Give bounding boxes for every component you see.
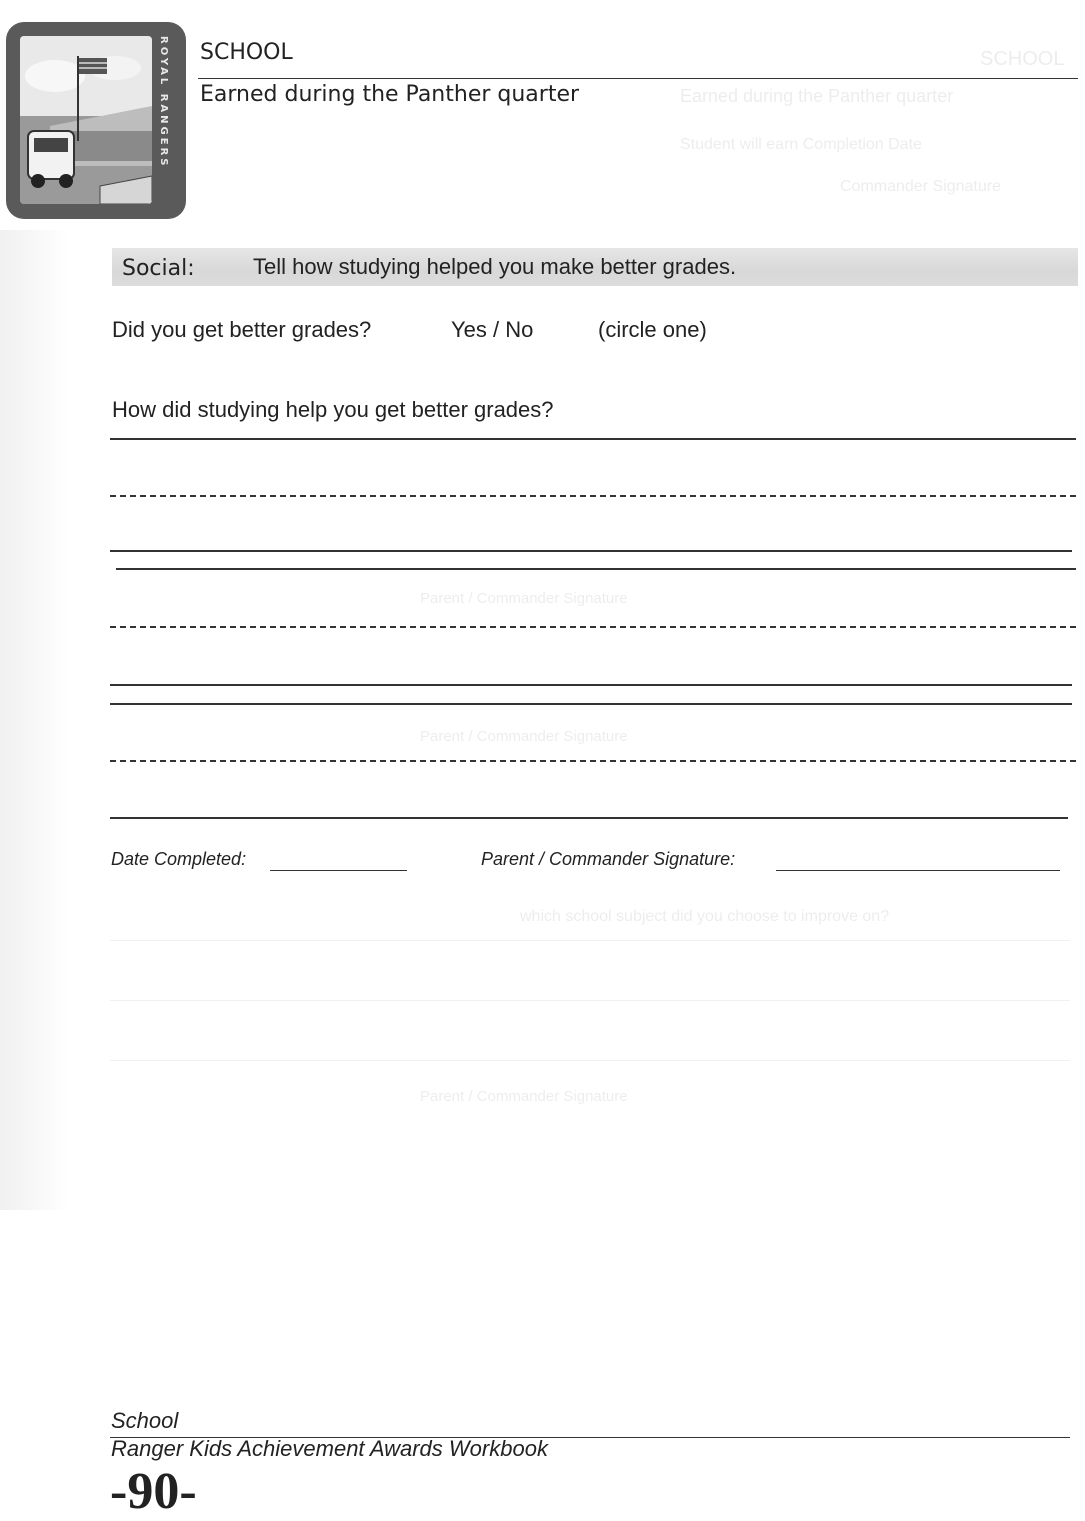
bleed-through-text: which school subject did you choose to improve on? bbox=[520, 908, 890, 925]
social-label: Social: bbox=[122, 256, 195, 281]
answer-line[interactable] bbox=[110, 703, 1072, 705]
footer-book-title: Ranger Kids Achievement Awards Workbook bbox=[111, 1436, 548, 1461]
answer-line[interactable] bbox=[110, 817, 1068, 819]
question-how-studying-helped: How did studying help you get better grades? bbox=[112, 397, 554, 422]
bleed-through-line bbox=[110, 940, 1070, 941]
bleed-through-text: Student will earn Completion Date bbox=[680, 136, 922, 153]
signature-field[interactable] bbox=[776, 870, 1060, 871]
answer-dashed-line[interactable] bbox=[110, 495, 1076, 497]
yes-no-options[interactable]: Yes / No bbox=[451, 317, 534, 342]
answer-line[interactable] bbox=[110, 438, 1076, 440]
badge-text: ROYAL RANGERS bbox=[158, 36, 169, 169]
bleed-through-text: Parent / Commander Signature bbox=[420, 1088, 628, 1105]
bleed-through-line bbox=[110, 1000, 1070, 1001]
signature-label: Parent / Commander Signature: bbox=[481, 849, 736, 869]
bleed-through-line bbox=[110, 1060, 1070, 1061]
royal-rangers-badge bbox=[6, 22, 186, 219]
title-rule bbox=[198, 78, 1078, 79]
answer-line[interactable] bbox=[110, 684, 1072, 686]
answer-dashed-line[interactable] bbox=[110, 760, 1076, 762]
badge-text-strip bbox=[152, 36, 174, 204]
date-completed-label: Date Completed: bbox=[111, 849, 247, 869]
bleed-through-text: Parent / Commander Signature bbox=[420, 590, 628, 607]
answer-dashed-line[interactable] bbox=[110, 626, 1076, 628]
page-edge-shadow bbox=[0, 230, 70, 1210]
school-bus-flag-icon bbox=[20, 36, 152, 204]
bleed-through-text: Parent / Commander Signature bbox=[420, 728, 628, 745]
answer-line[interactable] bbox=[116, 568, 1076, 570]
page-title: SCHOOL bbox=[200, 40, 293, 65]
footer-section-name: School bbox=[111, 1408, 179, 1433]
bleed-through-text: Earned during the Panther quarter bbox=[680, 86, 954, 106]
answer-line[interactable] bbox=[110, 550, 1072, 552]
social-instruction: Tell how studying helped you make better grades. bbox=[253, 254, 737, 279]
circle-one-instruction: (circle one) bbox=[598, 317, 707, 342]
date-completed-field[interactable] bbox=[270, 870, 407, 871]
question-better-grades: Did you get better grades? bbox=[112, 317, 372, 342]
page-subtitle: Earned during the Panther quarter bbox=[200, 82, 580, 107]
page-number: -90- bbox=[110, 1463, 197, 1520]
bleed-through-text: SCHOOL bbox=[980, 48, 1065, 70]
bleed-through-text: Commander Signature bbox=[840, 178, 1001, 195]
